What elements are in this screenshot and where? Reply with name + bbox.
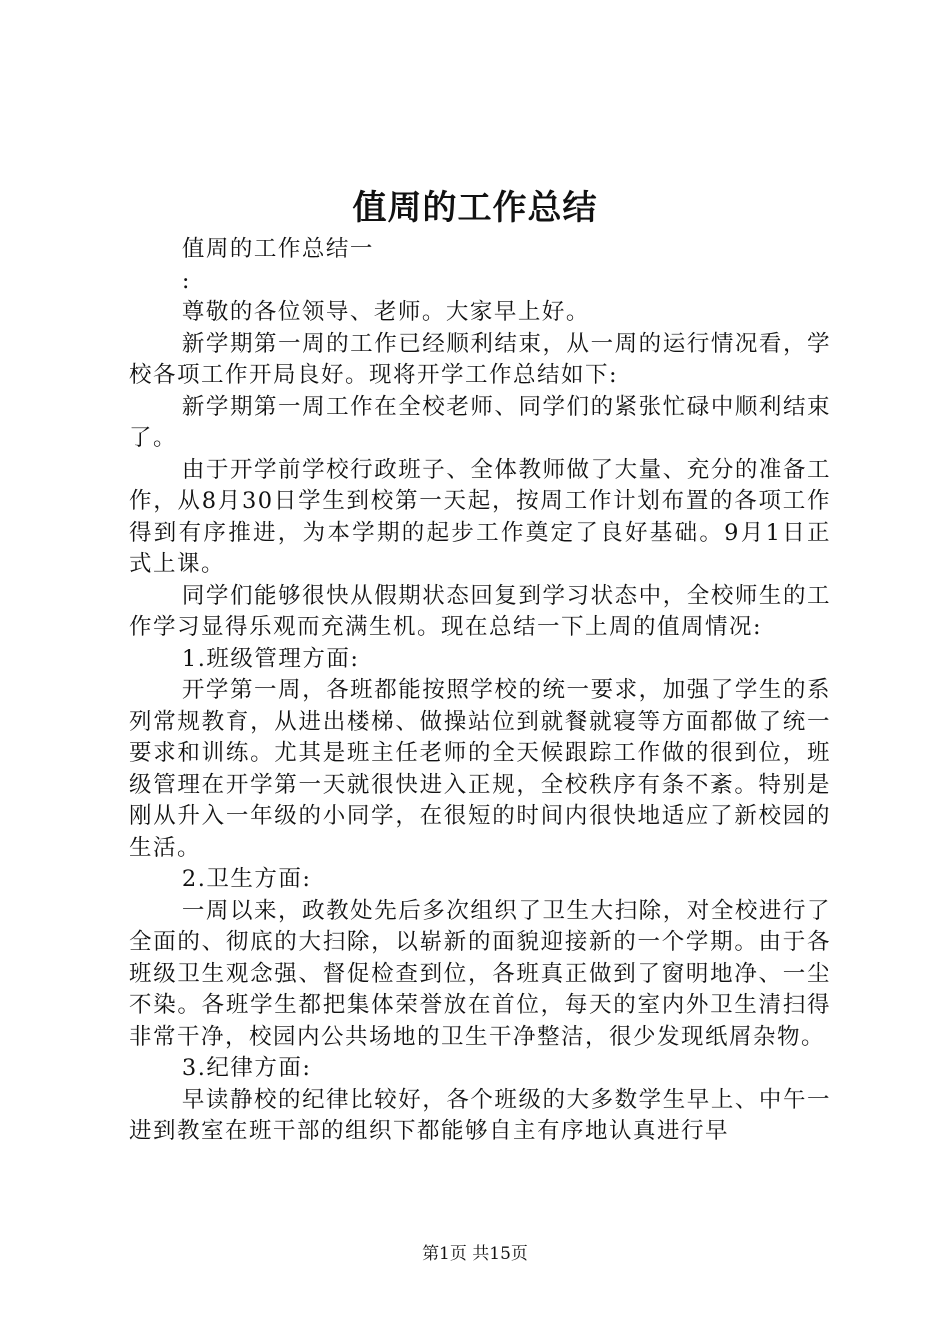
paragraph: 新学期第一周的工作已经顺利结束，从一周的运行情况看，学校各项工作开局良好。现将开学工作总结如下: [129,330,831,388]
paragraph: 一周以来，政教处先后多次组织了卫生大扫除，对全校进行了全面的、彻底的大扫除，以崭新的面貌迎接新的一个学期。由于各班级卫生观念强、督促检查到位，各班真正做到了窗明地净、一尘不染。各班学生都把集体荣誉放在首位，每天的室内外卫生清扫得非常干净，校园内公共场地的卫生干净整洁，很少发现纸屑杂物。 [129,897,831,1050]
paragraph: 新学期第一周工作在全校老师、同学们的紧张忙碌中顺利结束了。 [129,393,831,451]
section-heading: 2.卫生方面: [181,866,312,892]
paragraph: 同学们能够很快从假期状态回复到学习状态中，全校师生的工作学习显得乐观而充满生机。现在总结一下上周的值周情况: [129,582,831,640]
document-body [129,234,831,1148]
page-title: 值周的工作总结 [352,188,598,228]
page-footer: 第1页 共15页 [422,1244,528,1264]
paragraph-colon: : [181,267,191,294]
paragraph-subtitle: 值周的工作总结一 [181,236,374,262]
section-heading: 1.班级管理方面: [181,645,360,672]
paragraph: 早读静校的纪律比较好，各个班级的大多数学生早上、中午一进到教室在班干部的组织下都能够自主有序地认真进行早 [129,1086,831,1144]
paragraph: 由于开学前学校行政班子、全体教师做了大量、充分的准备工作，从8月30日学生到校第一天起，按周工作计划布置的各项工作得到有序推进，为本学期的起步工作奠定了良好基础。9月1日正式上课。 [129,456,831,577]
paragraph: 开学第一周，各班都能按照学校的统一要求，加强了学生的系列常规教育，从进出楼梯、做操站位到就餐就寝等方面都做了统一要求和训练。尤其是班主任老师的全天候跟踪工作做的很到位，班级管理在开学第一天就很快进入正规，全校秩序有条不紊。特别是刚从升入一年级的小同学，在很短的时间内很快地适应了新校园的生活。 [129,677,831,861]
paragraph-greeting: 尊敬的各位领导、老师。大家早上好。 [181,299,590,325]
section-heading: 3.纪律方面: [181,1055,312,1081]
